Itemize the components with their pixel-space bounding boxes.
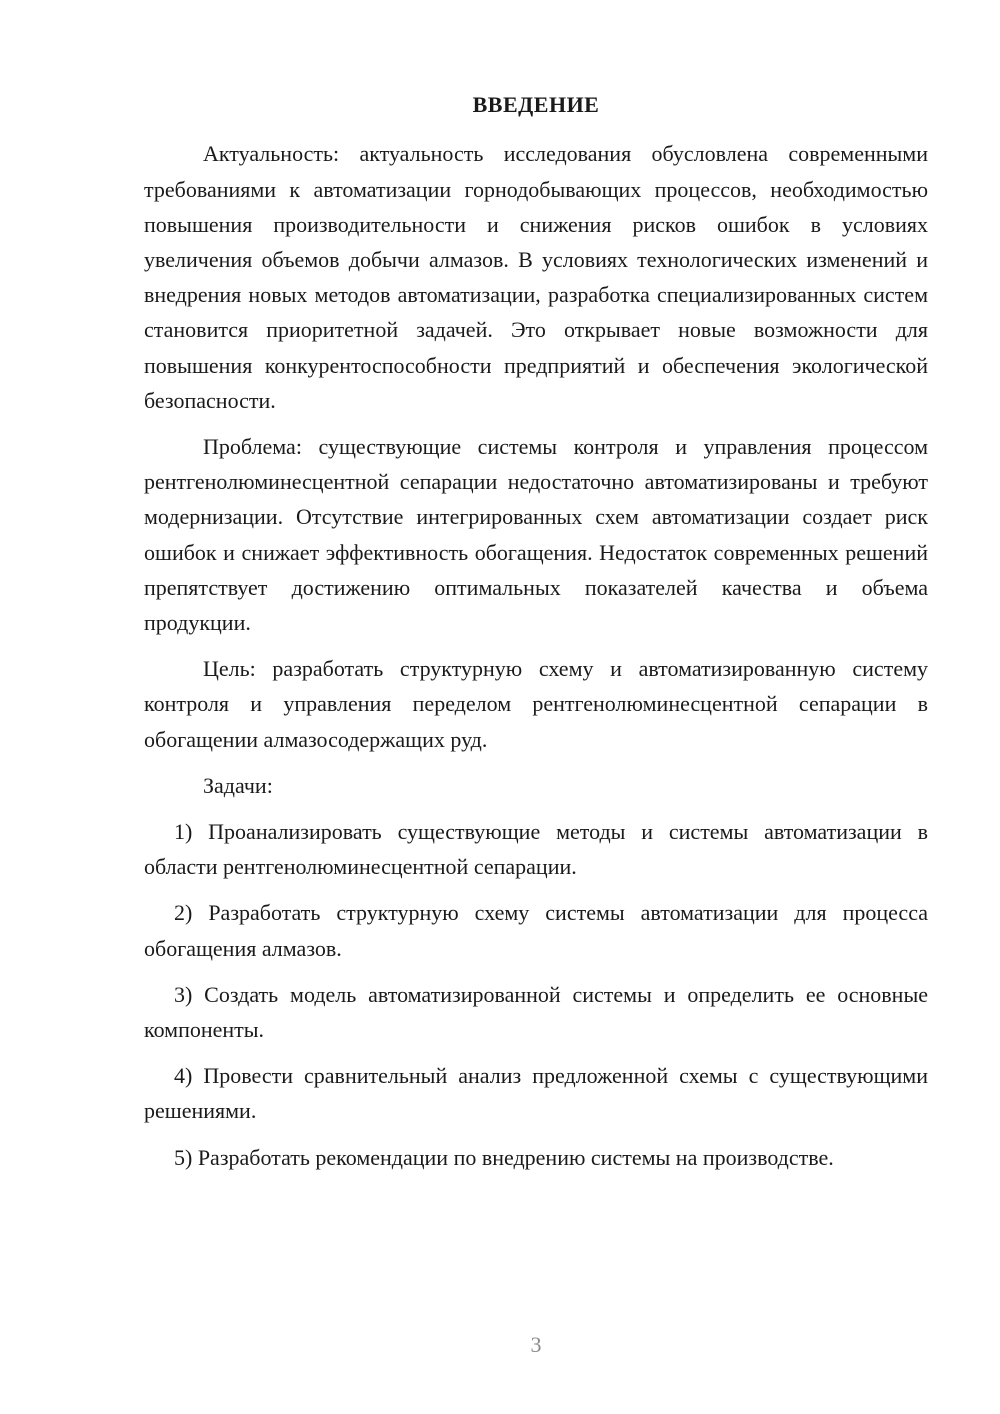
paragraph-relevance: Актуальность: актуальность исследования обусловлена современными требованиями к автоматизации горнодобывающих процессов, необходимостью повышения производительности и снижения рисков ошибок в условиях увеличения объемов добычи алмазов. В условиях технологических изменений и внедрения новых методов автоматизации, разработка специализированных систем становится приоритетной задачей. Это открывает новые возможности для повышения конкурентоспособности предприятий и обеспечения экологической безопасности. bbox=[144, 141, 928, 413]
paragraph-problem: Проблема: существующие системы контроля и управления процессом рентгенолюминесцентной сепарации недостаточно автоматизированы и требуют модернизации. Отсутствие интегрированных схем автоматизации создает риск ошибок и снижает эффективность обогащения. Недостаток современных решений препятствует достижению оптимальных показателей качества и объема продукции. bbox=[144, 434, 928, 636]
task-item: 1) Проанализировать существующие методы и системы автоматизации в области рентгенолюминесцентной сепарации. bbox=[144, 819, 928, 880]
page-number: 3 bbox=[530, 1332, 542, 1357]
page-title: ВВЕДЕНИЕ bbox=[472, 92, 600, 117]
task-item: 5) Разработать рекомендации по внедрению системы на производстве. bbox=[174, 1144, 834, 1170]
task-item: 2) Разработать структурную схему системы автоматизации для процесса обогащения алмазов. bbox=[144, 900, 928, 961]
task-item: 4) Провести сравнительный анализ предложенной схемы с существующими решениями. bbox=[144, 1063, 928, 1124]
paragraph-goal: Цель: разработать структурную схему и автоматизированную систему контроля и управления переделом рентгенолюминесцентной сепарации в обогащении алмазосодержащих руд. bbox=[144, 656, 928, 752]
document-page bbox=[144, 92, 928, 1186]
task-item: 3) Создать модель автоматизированной системы и определить ее основные компоненты. bbox=[144, 981, 928, 1043]
tasks-heading: Задачи: bbox=[203, 772, 273, 798]
